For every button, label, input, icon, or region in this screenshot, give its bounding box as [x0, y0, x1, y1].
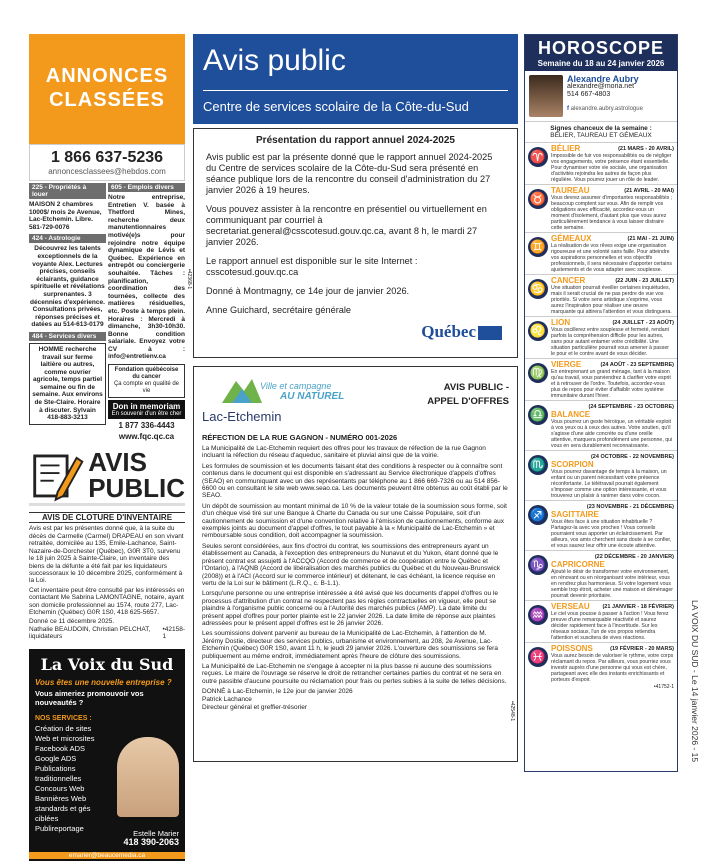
zodiac-name: SCORPION [551, 460, 594, 469]
voix-contact [123, 829, 179, 847]
lac-etchemin-notice [193, 366, 518, 762]
cloture-notice [29, 512, 185, 641]
avis-paragraph: Le rapport annuel est disponible sur le site Internet : csscotesud.gouv.qc.ca [206, 256, 418, 277]
classified-ad: HOMME recherche travail sur ferme laitière ou autres, comme ouvrier agricole, temps partiel semaine ou fin de semaine. Aux environs de Ste-Claire. Horaire à discuter. Sylvain 418-883-3213 [29, 343, 106, 425]
lac-logo [202, 371, 362, 431]
avis-public-header [193, 34, 518, 124]
pen-paper-icon [29, 447, 84, 503]
ref-tag: •41752-1 [653, 684, 674, 690]
ref-tag: •42548-1 [509, 700, 515, 721]
avis-public-banner [29, 446, 185, 506]
classifieds-title-line2: CLASSÉES [49, 89, 165, 111]
zodiac-body [551, 602, 674, 641]
lac-subtitle: RÉFECTION DE LA RUE GAGNON - NUMÉRO 001-2026 [202, 433, 398, 442]
page-footer: LA VOIX DU SUD - Le 14 janvier 2026 - 15 [690, 600, 700, 763]
classified-ad: Notre entreprise, Entretien V. basée à Thetford Mines, recherche deux manutentionnaires motivé(e)s pour rejoindre notre équipe dynamique de Lévis et Québec. Expérience en entrepôt ou conciergerie souhaitée. Tâches : planification, coordination des tournées, collecte des matières résiduelles, etc. Poste à temps plein. Horaires : Mercredi à dimanche, 3h30-10h30. Bonne condition salariale. Envoyez votre CV à : info@entretienv.ca [108, 194, 185, 361]
classifieds-header [29, 34, 185, 144]
zodiac-body [551, 144, 674, 183]
zodiac-text: Vous pourrez davantage de temps à la maison, un enfant ou un parent nécessitant votre présence réconfortante. Le télétravail pourrait également s'imposer comme une option intéressante, et vous trouverez un plaisir à ranimer dans votre cocon. [551, 469, 667, 499]
author-fb-handle: alexandre.aubry.astrologue [570, 106, 643, 112]
fondation-name: Fondation québécoise du cancer [114, 367, 179, 381]
zodiac-dates: (21 JANVIER - 18 FÉVRIER) [602, 604, 674, 610]
horoscope-column [524, 34, 678, 772]
memoriam-banner [108, 400, 185, 419]
zodiac-symbol-icon: ♈ [528, 147, 548, 167]
zodiac-body [551, 452, 674, 499]
zodiac-text: Impossible de fuir vos responsabilités ou de négliger vos engagements, votre présence étant essentielle. Pour dynamiser votre vie sociale, une organisation d'activités rejoindra les autres de façon plus régulière. Vous pourrez jouer un rôle de leader. [551, 153, 672, 183]
zodiac-symbol-icon: ♊ [528, 237, 548, 257]
classifieds-email[interactable]: annoncesclassees@hebdos.com [48, 167, 166, 176]
zodiac-text: Vous devrez assumer d'importantes responsabilités ; beaucoup comptent sur vous. Afin de remplir vos obligations avec efficacité, accordez-vous un moment d'isolement, d'autant plus que vous aurez particulièrement tendance à vous laisser distraire cette semaine. [551, 195, 673, 231]
lac-title-2: APPEL D'OFFRES [427, 396, 509, 407]
zodiac-name: GÉMEAUX [551, 234, 592, 243]
zodiac-text: La réalisation de vos rêves exige une organisation rigoureuse et une volonté sans faille. Pour atteindre vos aspirations personnelles et vos objectifs professionnels, il sera nécessaire d'apporter certains ajustements et de vous adapter avec souplesse. [551, 243, 672, 273]
author-facebook[interactable] [567, 105, 643, 113]
zodiac-entry [525, 316, 677, 358]
zodiac-body [551, 318, 674, 357]
zodiac-symbol-icon: ♏ [528, 455, 548, 475]
memoriam-web[interactable]: www.fqc.qc.ca [118, 432, 175, 442]
author-name: Alexandre Aubry [567, 74, 639, 84]
avis-subtitle: Centre de services scolaire de la Côte-du-Sud [203, 90, 508, 114]
lucky-label: Signes chanceux de la semaine : [550, 125, 652, 132]
zodiac-body [551, 360, 674, 399]
fondation-ad [108, 364, 185, 398]
zodiac-text: Ajouté le désir de transformer votre environnement, en rénovant ou en réorganisant votre intérieur, vous en rendrez plus harmonieux. Si votre logement vous semble trop étroit, acheter une maison et déménager pourrait devenir prioritaire. [551, 569, 673, 599]
avis-public-text [88, 446, 185, 503]
zodiac-dates: (21 AVRIL - 20 MAI) [624, 188, 674, 194]
lac-paragraph: La Municipalité de Lac-Etchemin ne s'engage à accepter ni la plus basse ni aucune des soumissions reçues. Le maire de l'ouvrage se réserve le droit de retrancher certaines parties du contrat et ne sera en outre passible d'aucune poursuite ou réclamation pour frais ou pertes subies à la suite de telles décisions. [202, 662, 507, 685]
zodiac-entry [525, 184, 677, 232]
lac-paragraph: Seules seront considérées, aux fins d'octroi du contrat, les soumissions des entrepreneurs ayant un établissement au Canada, à l'exception des entrepreneurs du Nunavut et du Yukon, étant donné que le présent contrat est assujetti à l'ACCQO (Accord de commerce et de coopération entre le Québec et l'Ontario), à l'AQNB (Accord de libéralisation des marchés publics du Québec et du Nouveau-Brunswick (2008)) et à l'ACI (Accord sur le commerce intérieur) et détenant, le cas échéant, la licence requise en vertu de la Loi sur le bâtiment (L.R.Q., c. B-1.1). [202, 542, 501, 587]
memoriam-phone[interactable]: 1 877 336-4443 [118, 421, 175, 431]
zodiac-entry [525, 550, 677, 600]
cloture-title: AVIS DE CLOTURE D'INVENTAIRE [29, 512, 185, 523]
classifieds-col-b [108, 183, 185, 441]
avis-word: AVIS [88, 446, 147, 477]
voix-service-item: Publications traditionnelles [35, 763, 82, 783]
zodiac-symbol-icon: ♌ [528, 321, 548, 341]
zodiac-body [551, 402, 674, 449]
voix-logo: La Voix du Sud [40, 654, 174, 674]
zodiac-name: TAUREAU [551, 186, 590, 195]
zodiac-dates: (21 MARS - 20 AVRIL) [618, 146, 674, 152]
memoriam-title: Don in memoriam [112, 402, 181, 412]
voix-service-item: Création de sites Web et microsites [35, 723, 95, 743]
zodiac-dates: (24 SEPTEMBRE - 23 OCTOBRE) [588, 404, 674, 410]
classified-ad: MAISON 2 chambres 1000$/ mois 2e Avenue, Lac-Etchemin. Libre. 581-729-0076 [29, 201, 102, 231]
cloture-ref: •42158-1 [162, 625, 185, 641]
zodiac-text: Une situation pourrait éveiller certaines inquiétudes, mais il serait crucial de ne pas perdre de vue vos priorités. Si votre sens artistique s'exprime, vous aurez l'inspiration pour réaliser une œuvre marquante qui attirera l'attention et vous distinguera. [551, 285, 672, 315]
zodiac-dates: (24 JUILLET - 23 AOÛT) [612, 320, 674, 326]
author-email[interactable]: alexandre@moria.net [567, 83, 635, 90]
zodiac-dates: (19 FÉVRIER - 20 MARS) [610, 646, 674, 652]
avis-paragraph: Avis public est par la présente donné que le rapport annuel 2024-2025 du Centre de services scolaire de la Côte-du-Sud sera présenté en séance publique lors de la rencontre du conseil d'administration du 27 janvier 2026 à 19 heures. [206, 152, 493, 195]
lac-paragraph: Les soumissions doivent parvenir au bureau de la Municipalité de Lac-Etchemin, à l'attention de M. Jérémy Dostie, directeur des services publics, urbanisme et environnement, au 208, 2e Avenue, Lac-Etchemin (Québec) G0R 1S0, avant 11 h, le jeudi 29 janvier 2026. L'ouverture des soumissions se fera publiquement au même endroit, immédiatement après l'heure de clôture des soumissions. [202, 630, 498, 660]
zodiac-text: Vous pourrez un geste héroïque, un véritable exploit à vos yeux ou à ceux des autres. Votre soutien, qu'il s'agisse d'une aide concrète ou d'une oreille attentive, marquera profondément une personne, qui vous en sera durablement reconnaissante. [551, 419, 673, 449]
horoscope-week: Semaine du 18 au 24 janvier 2026 [537, 59, 665, 68]
zodiac-text: Vous êtes face à une situation inhabituelle ? Partagez-la avec vos proches ! Vous conseils pourraient vous apporter un éclaircissement. Par ailleurs, vos amis cherchent sans doute à se confier, et vous saurez leur offrir une écoute attentive. [551, 519, 672, 549]
cloture-body: Avis est par les présentes donné que, à la suite du décès de Carmelle (Carmel) DRAPEAU en son vivant retraitée, domicilée au 135, Emile-Lachance, Saint-Nazaire-de-Dorchester (Québec), G0R 3T0, survenu le 18 juin 2025 à Sainte-Claire, un inventaire des biens de la défunte a été fait par les liquidateurs successoraux le 10 décembre 2025, conformément à la Loi. [29, 525, 184, 585]
category-header: 424 - Astrologie [29, 234, 106, 243]
quebec-word: Québec [421, 322, 476, 341]
zodiac-dates: (24 OCTOBRE - 22 NOVEMBRE) [590, 454, 674, 460]
author-photo [529, 75, 563, 117]
zodiac-symbol-icon: ♋ [528, 279, 548, 299]
classifieds-col-a [29, 183, 106, 441]
avis-rapport-box [186, 128, 518, 358]
avis-title: Avis public [203, 44, 346, 77]
lac-title [427, 381, 509, 431]
lucky-signs [525, 122, 677, 142]
zodiac-entry [525, 358, 677, 400]
zodiac-body [551, 644, 674, 683]
zodiac-name: POISSONS [551, 644, 593, 653]
lac-title-1: AVIS PUBLIC - [443, 382, 509, 393]
lac-paragraph: La Municipalité de Lac-Etchemin requiert des offres pour les travaux de réfection de la rue Gagnon incluant la réfection du réseau d'aqueduc, sanitaire et pluvial ainsi que de la voirie. [202, 445, 486, 460]
zodiac-entry [525, 450, 677, 500]
voix-service-item: Publireportage [35, 823, 84, 833]
zodiac-name: LION [551, 318, 571, 327]
zodiac-body [551, 552, 674, 599]
lac-paragraph: Les formules de soumission et les documents faisant état des conditions à respecter ou à connaître sont contenus dans le document qui est disponible en s'adressant au Service électronique d'appels d'offres (SEAO) en communiquant avec un des représentants par téléphone au 1 866 669-7326 ou au 514 856-6600 ou en consultant le site web www.seao.ca. Les documents peuvent être obtenus au coût établi par le SEAO. [202, 462, 508, 500]
zodiac-dates: (21 MAI - 21 JUIN) [627, 236, 674, 242]
zodiac-text: Vous oscillerez entre souplesse et fermeté, rendant parfois la compréhension difficile pour les autres, sans pour autant entamer votre crédibilité. Une situation particulière pourrait vous amener à passer le pour et le contre avant de vous décider. [551, 327, 669, 357]
mountain-icon [222, 375, 262, 403]
zodiac-entry [525, 500, 677, 550]
cloture-signature: Nathalie BEAUDOIN, Christian PELCHAT, liquidateurs [29, 625, 151, 641]
zodiac-dates: (22 DÉCEMBRE - 20 JANVIER) [594, 554, 674, 560]
zodiac-name: CAPRICORNE [551, 560, 605, 569]
lac-date: DONNÉ à Lac-Etchemin, le 12e jour de janvier 2026 [202, 688, 353, 696]
zodiac-name: VERSEAU [551, 602, 590, 611]
public-word: PUBLIC [88, 472, 185, 503]
zodiac-entry [525, 142, 677, 184]
horoscope-header [525, 35, 677, 71]
zodiac-text: Vous aurez besoin de valoriser le rythme, votre corps réclamant du repos. Par ailleurs, vous pourriez vous investir auprès d'une personne qui vous est chère, partageant avec elle des instants enrichissants et porteurs d'espoir. [551, 653, 674, 683]
zodiac-entry [525, 400, 677, 450]
zodiac-symbol-icon: ♎ [528, 405, 548, 425]
quebec-flag-icon [478, 326, 502, 340]
lac-signer-title: Directeur général et greffier-trésorier [202, 704, 308, 712]
classified-ad: Découvrez les talents exceptionnels de la voyante Alex. Lectures précises, conseils éclairants, guidance spirituelle et révélations surprenantes. 3 décennies d'expérience. Consultations privées, réponses précises et datées au 514-613-0179 [30, 245, 105, 329]
author-block [525, 71, 677, 122]
voix-tagline: Vous êtes une nouvelle entreprise ? [35, 677, 172, 687]
avis-paragraph: Vous pouvez assister à la rencontre en présentiel ou virtuellement en communiquant par courriel à secretariat.general@csscotesud.gouv.qc.ca, avant 8 h, le mardi 27 janvier 2026. [206, 204, 487, 247]
voix-services-title: NOS SERVICES : [35, 714, 92, 722]
voix-service-item: Facebook ADS [35, 743, 86, 753]
zodiac-body [551, 502, 674, 549]
zodiac-list [525, 142, 677, 684]
zodiac-body [551, 234, 674, 273]
zodiac-symbol-icon: ♒ [528, 605, 548, 625]
voix-du-sud-ad [29, 649, 185, 861]
zodiac-symbol-icon: ♑ [528, 555, 548, 575]
lac-signer: Patrick Lachance [202, 696, 252, 704]
classifieds-title-line1: ANNONCES [45, 65, 169, 87]
zodiac-text: Le ciel vous pousse à passer à l'action ! Vous ferez preuve d'une remarquable réactivité et saurez décider rapidement face à l'incertitude. Sur les réseaux sociaux, l'un de vos propos retiendra l'attention et suscitera de vives réactions. [551, 611, 669, 641]
fondation-slogan: Ça compte en qualité de vie [113, 381, 180, 395]
cloture-footer [29, 626, 185, 641]
category-header: 605 - Emplois divers [108, 183, 185, 192]
voix-service-item: Concours Web [35, 783, 85, 793]
classifieds-contact [29, 144, 185, 181]
voix-service-item: Bannières Web standards et gés ciblées [35, 793, 91, 823]
voix-service-item: Google ADS [35, 753, 77, 763]
voix-tagline-2: Vous aimeriez promouvoir vos nouveautés ? [35, 688, 144, 707]
lac-name: Lac-Etchemin [202, 409, 282, 424]
zodiac-text: En entreprenant un grand ménage, tant à la maison qu'au travail, vous parviendrez à clarifier votre esprit et à retrouver de l'ordre. Toutefois, accordez-vous plus de repos pour éviter d'affaiblir votre système immunitaire durant l'hiver. [551, 369, 671, 399]
zodiac-symbol-icon: ♉ [528, 189, 548, 209]
zodiac-symbol-icon: ♓ [528, 647, 548, 667]
avis-signature: Anne Guichard, secrétaire générale [206, 305, 352, 315]
category-header: 484 - Services divers [29, 332, 106, 341]
lucky-values: BÉLIER, TAUREAU ET GÉMEAUX [550, 132, 652, 139]
cloture-body-2: Cet inventaire peut être consulté par les intéressés en contactant Me Sabrina LAMONTAGNE, notaire, ayant son domicile professionnel au 1574, route 277, Lac-Etchemin (Québec) G0R 1S0, 418 625-5657. [29, 586, 185, 616]
zodiac-entry [525, 642, 677, 684]
classified-column [29, 34, 185, 859]
classifieds-phone[interactable]: 1 866 637-5236 [50, 149, 164, 166]
facebook-icon: f [567, 106, 571, 112]
zodiac-body [551, 186, 674, 231]
classifieds-grid [29, 183, 185, 441]
ref-tag: •42368-1 [186, 269, 192, 290]
voix-phone[interactable]: 418 390-2063 [123, 836, 179, 847]
zodiac-entry [525, 600, 677, 642]
voix-email[interactable]: emarier@beaucemedia.ca [29, 852, 185, 859]
author-phone[interactable]: 514 667-4803 [567, 91, 611, 98]
voix-name: Estelle Marier [133, 828, 179, 838]
horoscope-title: HOROSCOPE [537, 38, 665, 58]
avis-paragraph: Donné à Montmagny, ce 14e jour de janvier 2026. [206, 286, 410, 296]
zodiac-symbol-icon: ♐ [528, 505, 548, 525]
lac-paragraph: Lorsqu'une personne ou une entreprise intéressée a été avisé que les documents d'appel d'offres ou le processus d'attribution d'un contrat ne respectent pas les règles contractuelles en vigueur, elle peut se plaindre à l'organisme public concerné ou à l'Autorité des marchés publics (AMP). La date limite du présent appel d'offres pour porter plainte est le 22 janvier 2026. La date limite de réponse aux plaintes adressées pour le présent appel d'offres est le 26 janvier 2026. [202, 590, 498, 627]
zodiac-body [551, 276, 674, 315]
middle-column [186, 34, 518, 772]
avis-heading: Présentation du rapport annuel 2024-2025 [256, 135, 455, 146]
zodiac-dates: (24 AOÛT - 23 SEPTEMBRE) [600, 362, 674, 368]
zodiac-name: SAGITTAIRE [551, 510, 599, 519]
zodiac-symbol-icon: ♍ [528, 363, 548, 383]
lac-script: Ville et campagne [260, 381, 332, 391]
zodiac-name: VIERGE [551, 360, 582, 369]
voix-person-photo [117, 737, 179, 817]
memoriam-subtitle: En souvenir d'un être cher [111, 411, 182, 418]
quebec-logo [421, 322, 502, 342]
zodiac-entry [525, 274, 677, 316]
zodiac-entry [525, 232, 677, 274]
author-info [567, 75, 643, 117]
zodiac-dates: (22 JUIN - 23 JUILLET) [615, 278, 674, 284]
zodiac-dates: (23 NOVEMBRE - 21 DÉCEMBRE) [586, 504, 674, 510]
lac-naturel: AU NATUREL [280, 391, 345, 402]
lac-paragraph: Un dépôt de soumission au montant minimal de 10 % de la valeur totale de la soumission sous forme, soit d'un chèque visé tiré sur une Banque à Charte du Canada ou sur une Caisse Populaire, soit d'un cautionnement de soumission et d'une convention relative à l'émission de cautionnements, conforme aux exemples joints au document d'appel d'offres, le tout payable à la « Municipalité de Lac-Etchemin » et remboursable sous condition, doit accompagner la soumission. [202, 502, 507, 540]
category-header: 225 - Propriétés à louer [29, 183, 106, 199]
zodiac-name: BÉLIER [551, 144, 581, 153]
lac-header [202, 371, 509, 431]
zodiac-name: CANCER [551, 276, 586, 285]
zodiac-name: BALANCE [551, 410, 591, 419]
cloture-date: Donné ce 11 décembre 2025. [29, 618, 115, 626]
